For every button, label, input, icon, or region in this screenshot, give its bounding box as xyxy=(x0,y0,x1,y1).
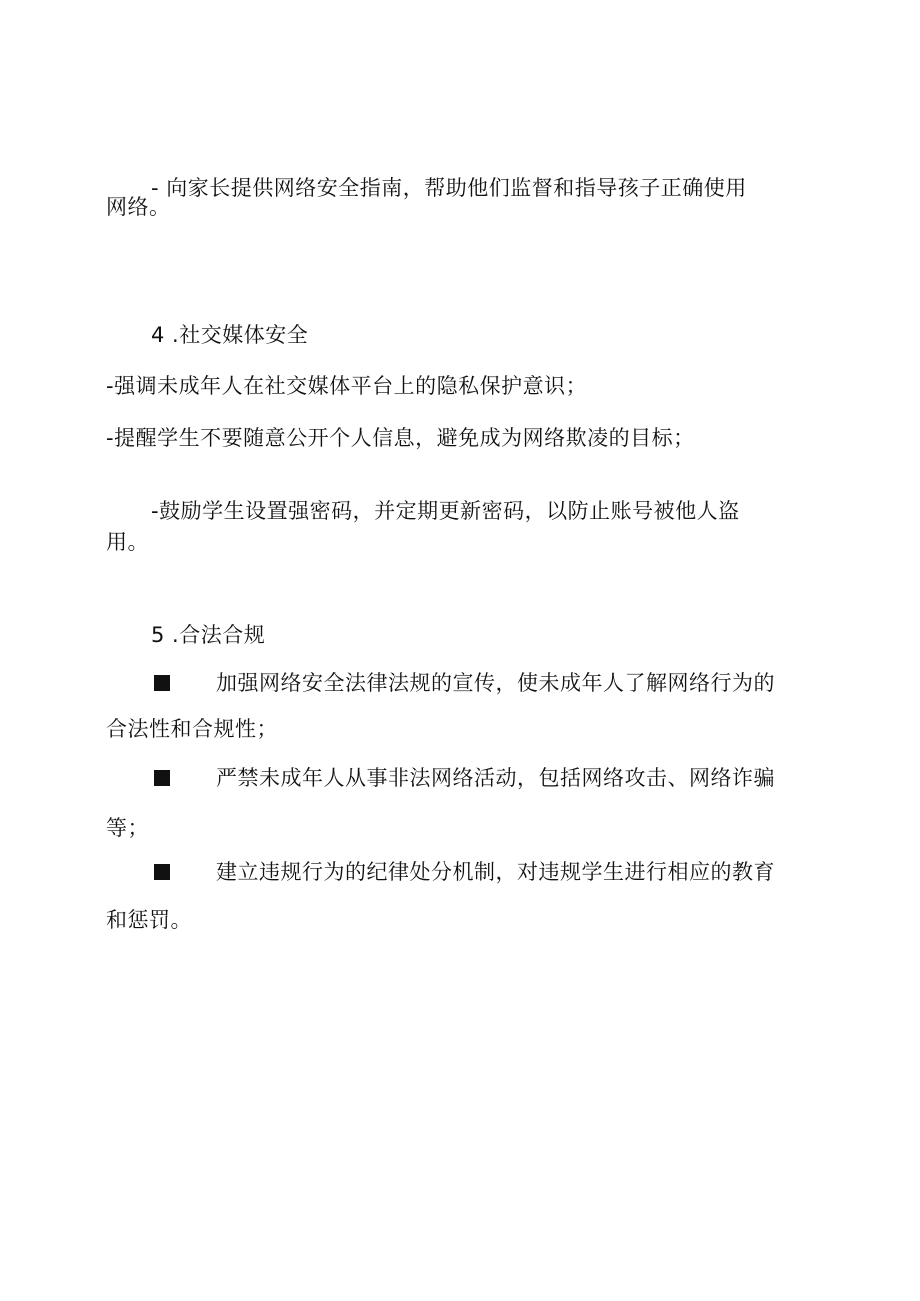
section-5-bullet-2-line-2: 等； xyxy=(106,816,149,840)
parent-guide-line-2: 网络。 xyxy=(106,195,171,219)
section-5-heading: 5 .合法合规 xyxy=(151,623,266,647)
section-4-item-2: -提醒学生不要随意公开个人信息，避免成为网络欺凌的目标； xyxy=(106,426,695,450)
section-5-bullet-2-line-1: 严禁未成年人从事非法网络活动，包括网络攻击、网络诈骗 xyxy=(216,766,775,790)
section-4-item-1: -强调未成年人在社交媒体平台上的隐私保护意识； xyxy=(106,374,588,398)
section-4-item-3-line-1: -鼓励学生设置强密码，并定期更新密码，以防止账号被他人盗 xyxy=(151,499,740,523)
square-bullet-icon xyxy=(154,675,170,691)
section-5-bullet-1-line-2: 合法性和合规性； xyxy=(106,717,278,741)
section-4-heading: 4 .社交媒体安全 xyxy=(151,323,309,347)
section-5-bullet-1-line-1: 加强网络安全法律法规的宣传，使未成年人了解网络行为的 xyxy=(216,671,775,695)
section-5-bullet-3-line-1: 建立违规行为的纪律处分机制，对违规学生进行相应的教育 xyxy=(216,860,775,884)
parent-guide-line-1: - 向家长提供网络安全指南，帮助他们监督和指导孩子正确使用 xyxy=(151,176,747,200)
section-4-item-3-line-2: 用。 xyxy=(106,530,149,554)
square-bullet-icon xyxy=(154,864,170,880)
square-bullet-icon xyxy=(154,770,170,786)
section-5-bullet-3-line-2: 和惩罚。 xyxy=(106,908,192,932)
